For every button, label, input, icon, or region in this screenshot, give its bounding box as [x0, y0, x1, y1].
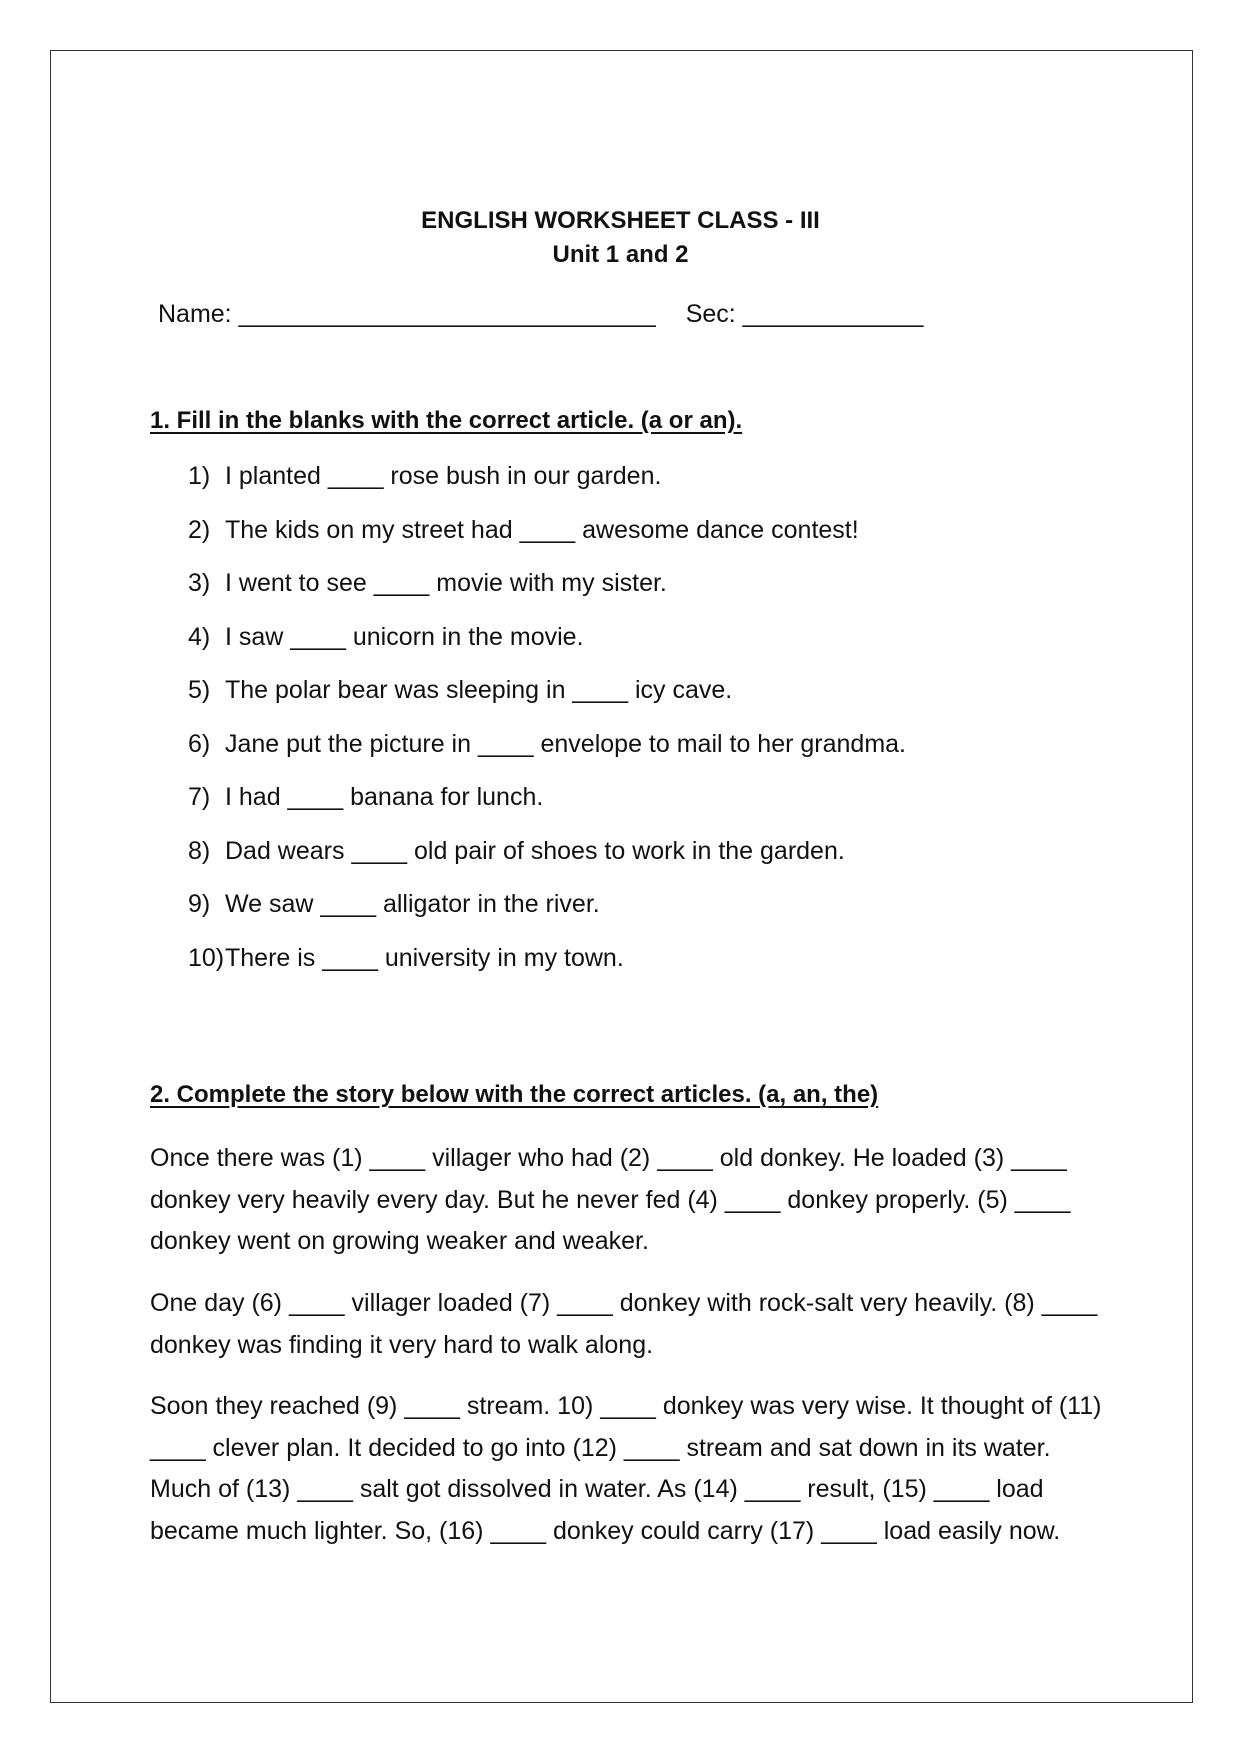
question-number: 7) — [188, 783, 211, 811]
worksheet-title: ENGLISH WORKSHEET CLASS - III — [421, 207, 820, 234]
name-field[interactable]: Name: ______________________________ — [158, 300, 656, 328]
story-paragraph: Soon they reached (9) ____ stream. 10) ____ donkey was very wise. It thought of (11) ____ clever plan. It decided to go into (12) ____ stream and sat down in its water. Much of (13) ____ salt got dissolved in water. As (14) ____ result, (15) ____ load became much lighter. So, (16) ____ donkey could carry (17) ____ load easily now. — [150, 1392, 1102, 1545]
question-item — [188, 460, 906, 514]
question-text: Dad wears ____ old pair of shoes to work in the garden. — [225, 836, 845, 865]
question-item — [188, 781, 906, 835]
question-number: 5) — [188, 676, 211, 704]
question-item — [188, 674, 906, 728]
question-number: 10) — [188, 943, 225, 972]
question-number: 1) — [188, 462, 211, 490]
question-item — [188, 567, 906, 621]
question-text: I went to see ____ movie with my sister. — [225, 569, 667, 597]
question-number: 8) — [188, 836, 211, 865]
question-number: 3) — [188, 569, 211, 597]
question-number: 6) — [188, 729, 211, 758]
story-paragraph: One day (6) ____ villager loaded (7) ____ donkey with rock-salt very heavily. (8) ____ donkey was finding it very hard to walk along. — [150, 1289, 1098, 1359]
question-text: I saw ____ unicorn in the movie. — [225, 622, 584, 651]
question-number: 9) — [188, 890, 211, 918]
question-text: I had ____ banana for lunch. — [225, 783, 544, 811]
question-text: The polar bear was sleeping in ____ icy cave. — [225, 676, 733, 704]
question-text: The kids on my street had ____ awesome dance contest! — [225, 515, 859, 544]
question-text: We saw ____ alligator in the river. — [225, 890, 600, 918]
question-item — [188, 514, 906, 568]
question-text: There is ____ university in my town. — [225, 943, 624, 972]
question-number: 2) — [188, 515, 211, 544]
question-item — [188, 728, 906, 782]
question-item — [188, 835, 906, 889]
question-list — [188, 460, 906, 995]
section-1-heading: 1. Fill in the blanks with the correct article. (a or an). — [150, 407, 743, 434]
worksheet-subtitle: Unit 1 and 2 — [552, 241, 689, 268]
story-paragraph: Once there was (1) ____ villager who had (2) ____ old donkey. He loaded (3) ____ donkey very heavily every day. But he never fed (4) ____ donkey properly. (5) ____ donkey went on growing weaker and weaker. — [150, 1144, 1071, 1255]
question-text: Jane put the picture in ____ envelope to mail to her grandma. — [225, 729, 906, 758]
question-text: I planted ____ rose bush in our garden. — [225, 462, 662, 490]
section-2-heading: 2. Complete the story below with the correct articles. (a, an, the) — [150, 1081, 879, 1108]
question-number: 4) — [188, 622, 211, 651]
question-item — [188, 621, 906, 675]
name-sec-line — [158, 298, 923, 330]
question-item — [188, 942, 906, 996]
question-item — [188, 888, 906, 942]
sec-field[interactable]: Sec: _____________ — [685, 300, 924, 328]
